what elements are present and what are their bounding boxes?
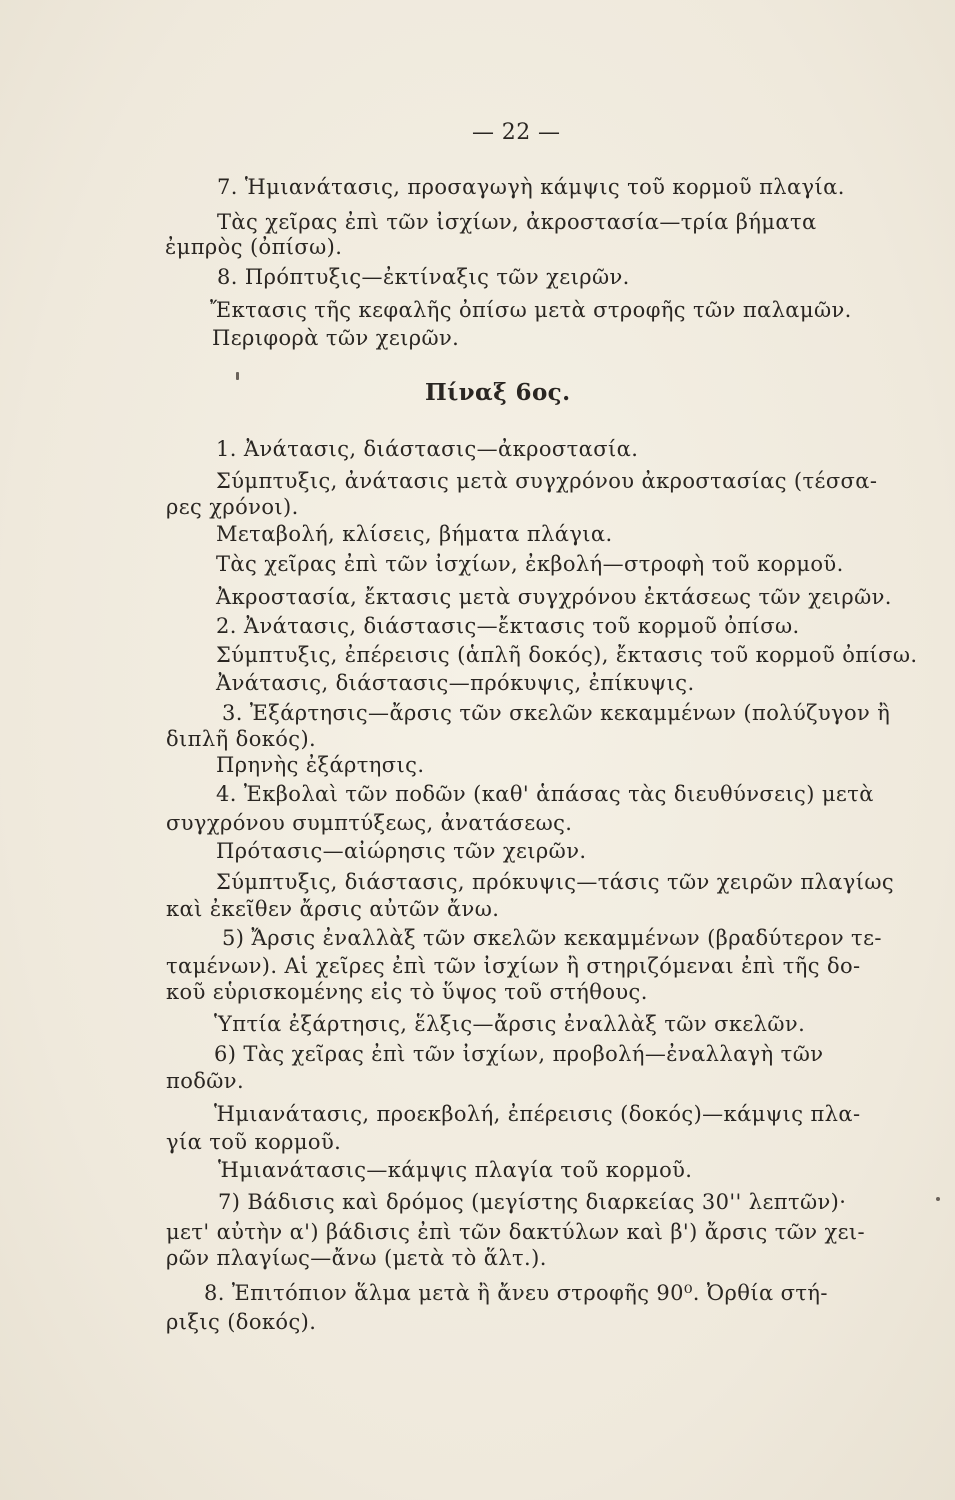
text-line: 3. Ἐξάρτησις—ἄρσις τῶν σκελῶν κεκαμμένων (πολύζυγον ἢ: [222, 701, 891, 725]
text-line: ριξις (δοκός).: [166, 1310, 317, 1334]
text-line: 5) Ἄρσις ἐναλλὰξ τῶν σκελῶν κεκαμμένων (βραδύτερον τε-: [222, 926, 882, 950]
text-line: Ἀνάτασις, διάστασις—πρόκυψις, ἐπίκυψις.: [216, 671, 695, 695]
text-line: 1. Ἀνάτασις, διάστασις—ἀκροστασία.: [216, 437, 639, 461]
text-line: Πρότασις—αἰώρησις τῶν χειρῶν.: [216, 839, 587, 863]
text-line: Ὑπτία ἐξάρτησις, ἕλξις—ἄρσις ἐναλλὰξ τῶν σκελῶν.: [214, 1012, 806, 1036]
text-line: ἐμπρὸς (ὀπίσω).: [165, 235, 343, 259]
text-line: Σύμπτυξις, ἀνάτασις μετὰ συγχρόνου ἀκροστασίας (τέσσα-: [216, 469, 878, 493]
text-line: 7) Βάδισις καὶ δρόμος (μεγίστης διαρκείας 30'' λεπτῶν)·: [218, 1190, 847, 1214]
text-line: Περιφορὰ τῶν χειρῶν.: [212, 326, 460, 350]
text-line: 8. Πρόπτυξις—ἐκτίναξις τῶν χειρῶν.: [217, 265, 630, 289]
section-title: Πίναξ 6ος.: [425, 379, 571, 406]
page-number: — 22 —: [472, 120, 561, 145]
text-line: Ἡμιανάτασις, προεκβολή, ἐπέρεισις (δοκός)—κάμψις πλα-: [214, 1102, 861, 1126]
text-line: ρες χρόνοι).: [166, 495, 299, 519]
text-line: Ἀκροστασία, ἔκτασις μετὰ συγχρόνου ἐκτάσεως τῶν χειρῶν.: [216, 585, 892, 609]
text-line: Τὰς χεῖρας ἐπὶ τῶν ἰσχίων, ἀκροστασία—τρία βήματα: [217, 210, 817, 234]
text-line: Σύμπτυξις, ἐπέρεισις (ἁπλῆ δοκός), ἔκτασις τοῦ κορμοῦ ὀπίσω.: [216, 643, 918, 667]
text-line: μετ' αὐτὴν α') βάδισις ἐπὶ τῶν δακτύλων καὶ β') ἄρσις τῶν χει-: [166, 1220, 866, 1244]
text-line: ποδῶν.: [166, 1069, 245, 1093]
text-line: Ἔκτασις τῆς κεφαλῆς ὀπίσω μετὰ στροφῆς τῶν παλαμῶν.: [210, 298, 852, 322]
text-line: ρῶν πλαγίως—ἄνω (μετὰ τὸ ἅλτ.).: [166, 1246, 547, 1270]
text-line: 4. Ἐκβολαὶ τῶν ποδῶν (καθ' ἁπάσας τὰς διευθύνσεις) μετὰ: [216, 782, 874, 806]
text-line: Πρηνὴς ἐξάρτησις.: [216, 753, 425, 777]
text-line: Ἡμιανάτασις—κάμψις πλαγία τοῦ κορμοῦ.: [218, 1158, 693, 1182]
text-line: 7. Ἡμιανάτασις, προσαγωγὴ κάμψις τοῦ κορμοῦ πλαγία.: [217, 175, 845, 199]
paper-speck: [936, 1197, 940, 1201]
text-line: 2. Ἀνάτασις, διάστασις—ἔκτασις τοῦ κορμοῦ ὀπίσω.: [216, 614, 800, 638]
paper-speck: [236, 372, 239, 380]
text-line: Τὰς χεῖρας ἐπὶ τῶν ἰσχίων, ἐκβολή—στροφὴ τοῦ κορμοῦ.: [216, 552, 844, 576]
text-line: Σύμπτυξις, διάστασις, πρόκυψις—τάσις τῶν χειρῶν πλαγίως: [216, 870, 895, 894]
text-line: διπλῆ δοκός).: [166, 727, 317, 751]
text-line: συγχρόνου συμπτύξεως, ἀνατάσεως.: [166, 811, 573, 835]
text-line: καὶ ἐκεῖθεν ἄρσις αὐτῶν ἄνω.: [166, 897, 500, 921]
text-line: 8. Ἐπιτόπιον ἅλμα μετὰ ἢ ἄνευ στροφῆς 90⁰. Ὀρθία στή-: [204, 1281, 828, 1305]
text-line: 6) Τὰς χεῖρας ἐπὶ τῶν ἰσχίων, προβολή—ἐναλλαγὴ τῶν: [214, 1042, 824, 1066]
text-line: γία τοῦ κορμοῦ.: [166, 1130, 342, 1154]
text-line: Μεταβολή, κλίσεις, βήματα πλάγια.: [216, 522, 613, 546]
text-line: ταμένων). Αἱ χεῖρες ἐπὶ τῶν ἰσχίων ἢ στηριζόμεναι ἐπὶ τῆς δο-: [166, 954, 861, 978]
text-line: κοῦ εὑρισκομένης εἰς τὸ ὕψος τοῦ στήθους.: [166, 980, 648, 1004]
